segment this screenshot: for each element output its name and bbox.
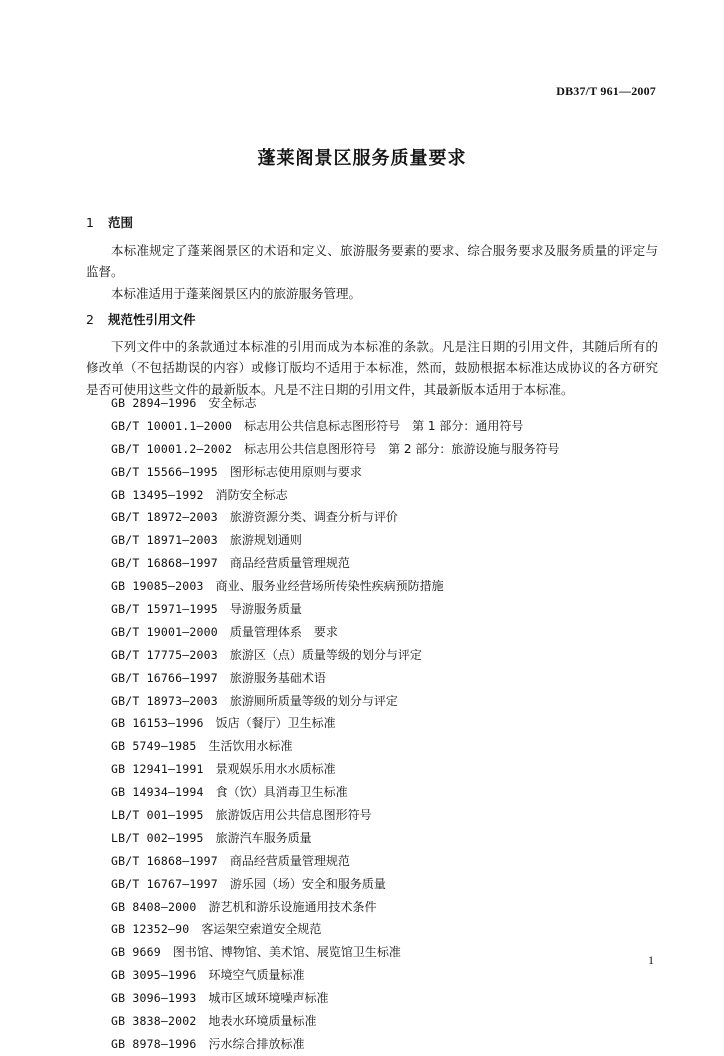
reference-code: LB/T 002—1995 xyxy=(111,830,204,845)
reference-item xyxy=(111,484,671,507)
reference-code: GB 19085—2003 xyxy=(111,579,204,594)
section-number: 2 xyxy=(86,312,94,327)
reference-code: GB 13495—1992 xyxy=(111,487,204,502)
reference-item xyxy=(111,621,671,644)
reference-code: GB/T 16766—1997 xyxy=(111,670,218,685)
reference-title: 景观娱乐用水水质标准 xyxy=(215,762,336,777)
reference-item xyxy=(111,781,671,804)
reference-code: GB/T 10001.2—2002 xyxy=(111,441,233,456)
reference-title: 环境空气质量标准 xyxy=(208,968,305,983)
reference-code: GB/T 18971—2003 xyxy=(111,533,218,548)
reference-title: 旅游汽车服务质量 xyxy=(215,830,312,845)
reference-code: GB 3838—2002 xyxy=(111,1014,197,1029)
reference-code: GB 12941—1991 xyxy=(111,762,204,777)
document-code: DB37/T 961—2007 xyxy=(556,84,656,98)
reference-item xyxy=(111,552,671,575)
reference-item xyxy=(111,690,671,713)
reference-item xyxy=(111,575,671,598)
reference-item xyxy=(111,712,671,735)
reference-title: 标志用公共信息图形符号 第 2 部分：旅游设施与服务符号 xyxy=(244,441,560,456)
reference-code: GB 2894—1996 xyxy=(111,396,197,410)
reference-title: 商品经营质量管理规范 xyxy=(229,556,350,571)
section-1-paragraph-2: 本标准适用于蓬莱阁景区内的旅游服务管理。 xyxy=(111,286,362,301)
reference-item xyxy=(111,964,671,987)
reference-title: 标志用公共信息标志图形符号 第 1 部分：通用符号 xyxy=(244,418,524,433)
reference-item xyxy=(111,827,671,850)
reference-item xyxy=(111,735,671,758)
section-2-heading xyxy=(86,310,196,328)
reference-code: GB/T 15971—1995 xyxy=(111,602,218,617)
reference-item xyxy=(111,1010,671,1033)
reference-code: GB 3095—1996 xyxy=(111,968,197,983)
reference-code: GB/T 16868—1997 xyxy=(111,853,218,868)
reference-item xyxy=(111,918,671,941)
reference-title: 导游服务质量 xyxy=(229,602,302,617)
reference-code: GB/T 10001.1—2000 xyxy=(111,418,233,433)
reference-item xyxy=(111,987,671,1010)
reference-title: 旅游饭店用公共信息图形符号 xyxy=(215,808,372,823)
reference-item xyxy=(111,644,671,667)
section-number: 1 xyxy=(86,215,94,230)
reference-code: GB/T 18972—2003 xyxy=(111,510,218,525)
reference-item xyxy=(111,896,671,919)
reference-title: 生活饮用水标准 xyxy=(208,739,293,754)
reference-title: 旅游规划通则 xyxy=(229,533,302,548)
reference-item xyxy=(111,850,671,873)
section-title: 范围 xyxy=(108,215,134,230)
reference-title: 客运架空索道安全规范 xyxy=(201,922,322,937)
reference-title: 饭店（餐厅）卫生标准 xyxy=(215,716,336,731)
reference-code: GB 12352—90 xyxy=(111,922,190,937)
reference-code: GB 8408—2000 xyxy=(111,899,197,914)
reference-title: 游乐园（场）安全和服务质量 xyxy=(229,876,386,891)
reference-item xyxy=(111,941,671,964)
reference-title: 旅游服务基础术语 xyxy=(229,670,326,685)
reference-code: GB 8978—1996 xyxy=(111,1036,197,1051)
reference-title: 商品经营质量管理规范 xyxy=(229,853,350,868)
reference-item xyxy=(111,873,671,896)
reference-title: 游艺机和游乐设施通用技术条件 xyxy=(208,899,377,914)
reference-list xyxy=(111,392,671,1056)
reference-title: 安全标志 xyxy=(208,396,257,410)
document-title: 蓬莱阁景区服务质量要求 xyxy=(257,148,467,169)
reference-title: 污水综合排放标准 xyxy=(208,1036,305,1051)
reference-item xyxy=(111,598,671,621)
reference-code: GB/T 17775—2003 xyxy=(111,647,218,662)
reference-title: 旅游资源分类、调查分析与评价 xyxy=(229,510,398,525)
reference-title: 地表水环境质量标准 xyxy=(208,1014,317,1029)
reference-code: GB/T 18973—2003 xyxy=(111,693,218,708)
reference-title: 旅游厕所质量等级的划分与评定 xyxy=(229,693,398,708)
reference-code: GB 16153—1996 xyxy=(111,716,204,731)
page-number: 1 xyxy=(648,953,654,967)
reference-item xyxy=(111,506,671,529)
reference-item xyxy=(111,667,671,690)
reference-title: 消防安全标志 xyxy=(215,487,288,502)
reference-code: GB 5749—1985 xyxy=(111,739,197,754)
reference-code: GB 14934—1994 xyxy=(111,785,204,800)
section-2-paragraph-1: 下列文件中的条款通过本标准的引用而成为本标准的条款。凡是注日期的引用文件，其随后所有的修改单（不包括勘误的内容）或修订版均不适用于本标准，然而，鼓励根据本标准达成协议的各方研究是否可使用这些文件的最新版本。凡是不注日期的引用文件，其最新版本适用于本标准。 xyxy=(86,339,658,397)
reference-code: GB 9669 xyxy=(111,945,161,960)
reference-item xyxy=(111,461,671,484)
reference-code: GB/T 16767—1997 xyxy=(111,876,218,891)
reference-item xyxy=(111,1033,671,1056)
reference-title: 城市区域环境噪声标准 xyxy=(208,991,329,1006)
reference-code: GB 3096—1993 xyxy=(111,991,197,1006)
reference-title: 食（饮）具消毒卫生标准 xyxy=(215,785,348,800)
reference-item xyxy=(111,438,671,461)
reference-code: GB/T 19001—2000 xyxy=(111,624,218,639)
reference-title: 商业、服务业经营场所传染性疾病预防措施 xyxy=(215,579,444,594)
reference-title: 图书馆、博物馆、美术馆、展览馆卫生标准 xyxy=(172,945,401,960)
reference-item xyxy=(111,415,671,438)
reference-title: 旅游区（点）质量等级的划分与评定 xyxy=(229,647,422,662)
reference-code: GB/T 15566—1995 xyxy=(111,464,218,479)
section-1-paragraph-1: 本标准规定了蓬莱阁景区的术语和定义、旅游服务要素的要求、综合服务要求及服务质量的评定与监督。 xyxy=(86,243,658,280)
reference-item xyxy=(111,529,671,552)
reference-item xyxy=(111,804,671,827)
section-title: 规范性引用文件 xyxy=(108,312,196,327)
reference-code: LB/T 001—1995 xyxy=(111,808,204,823)
reference-item xyxy=(111,758,671,781)
reference-title: 质量管理体系 要求 xyxy=(229,624,338,639)
reference-code: GB/T 16868—1997 xyxy=(111,556,218,571)
reference-item xyxy=(111,392,671,415)
section-1-heading xyxy=(86,213,133,231)
reference-title: 图形标志使用原则与要求 xyxy=(229,464,362,479)
